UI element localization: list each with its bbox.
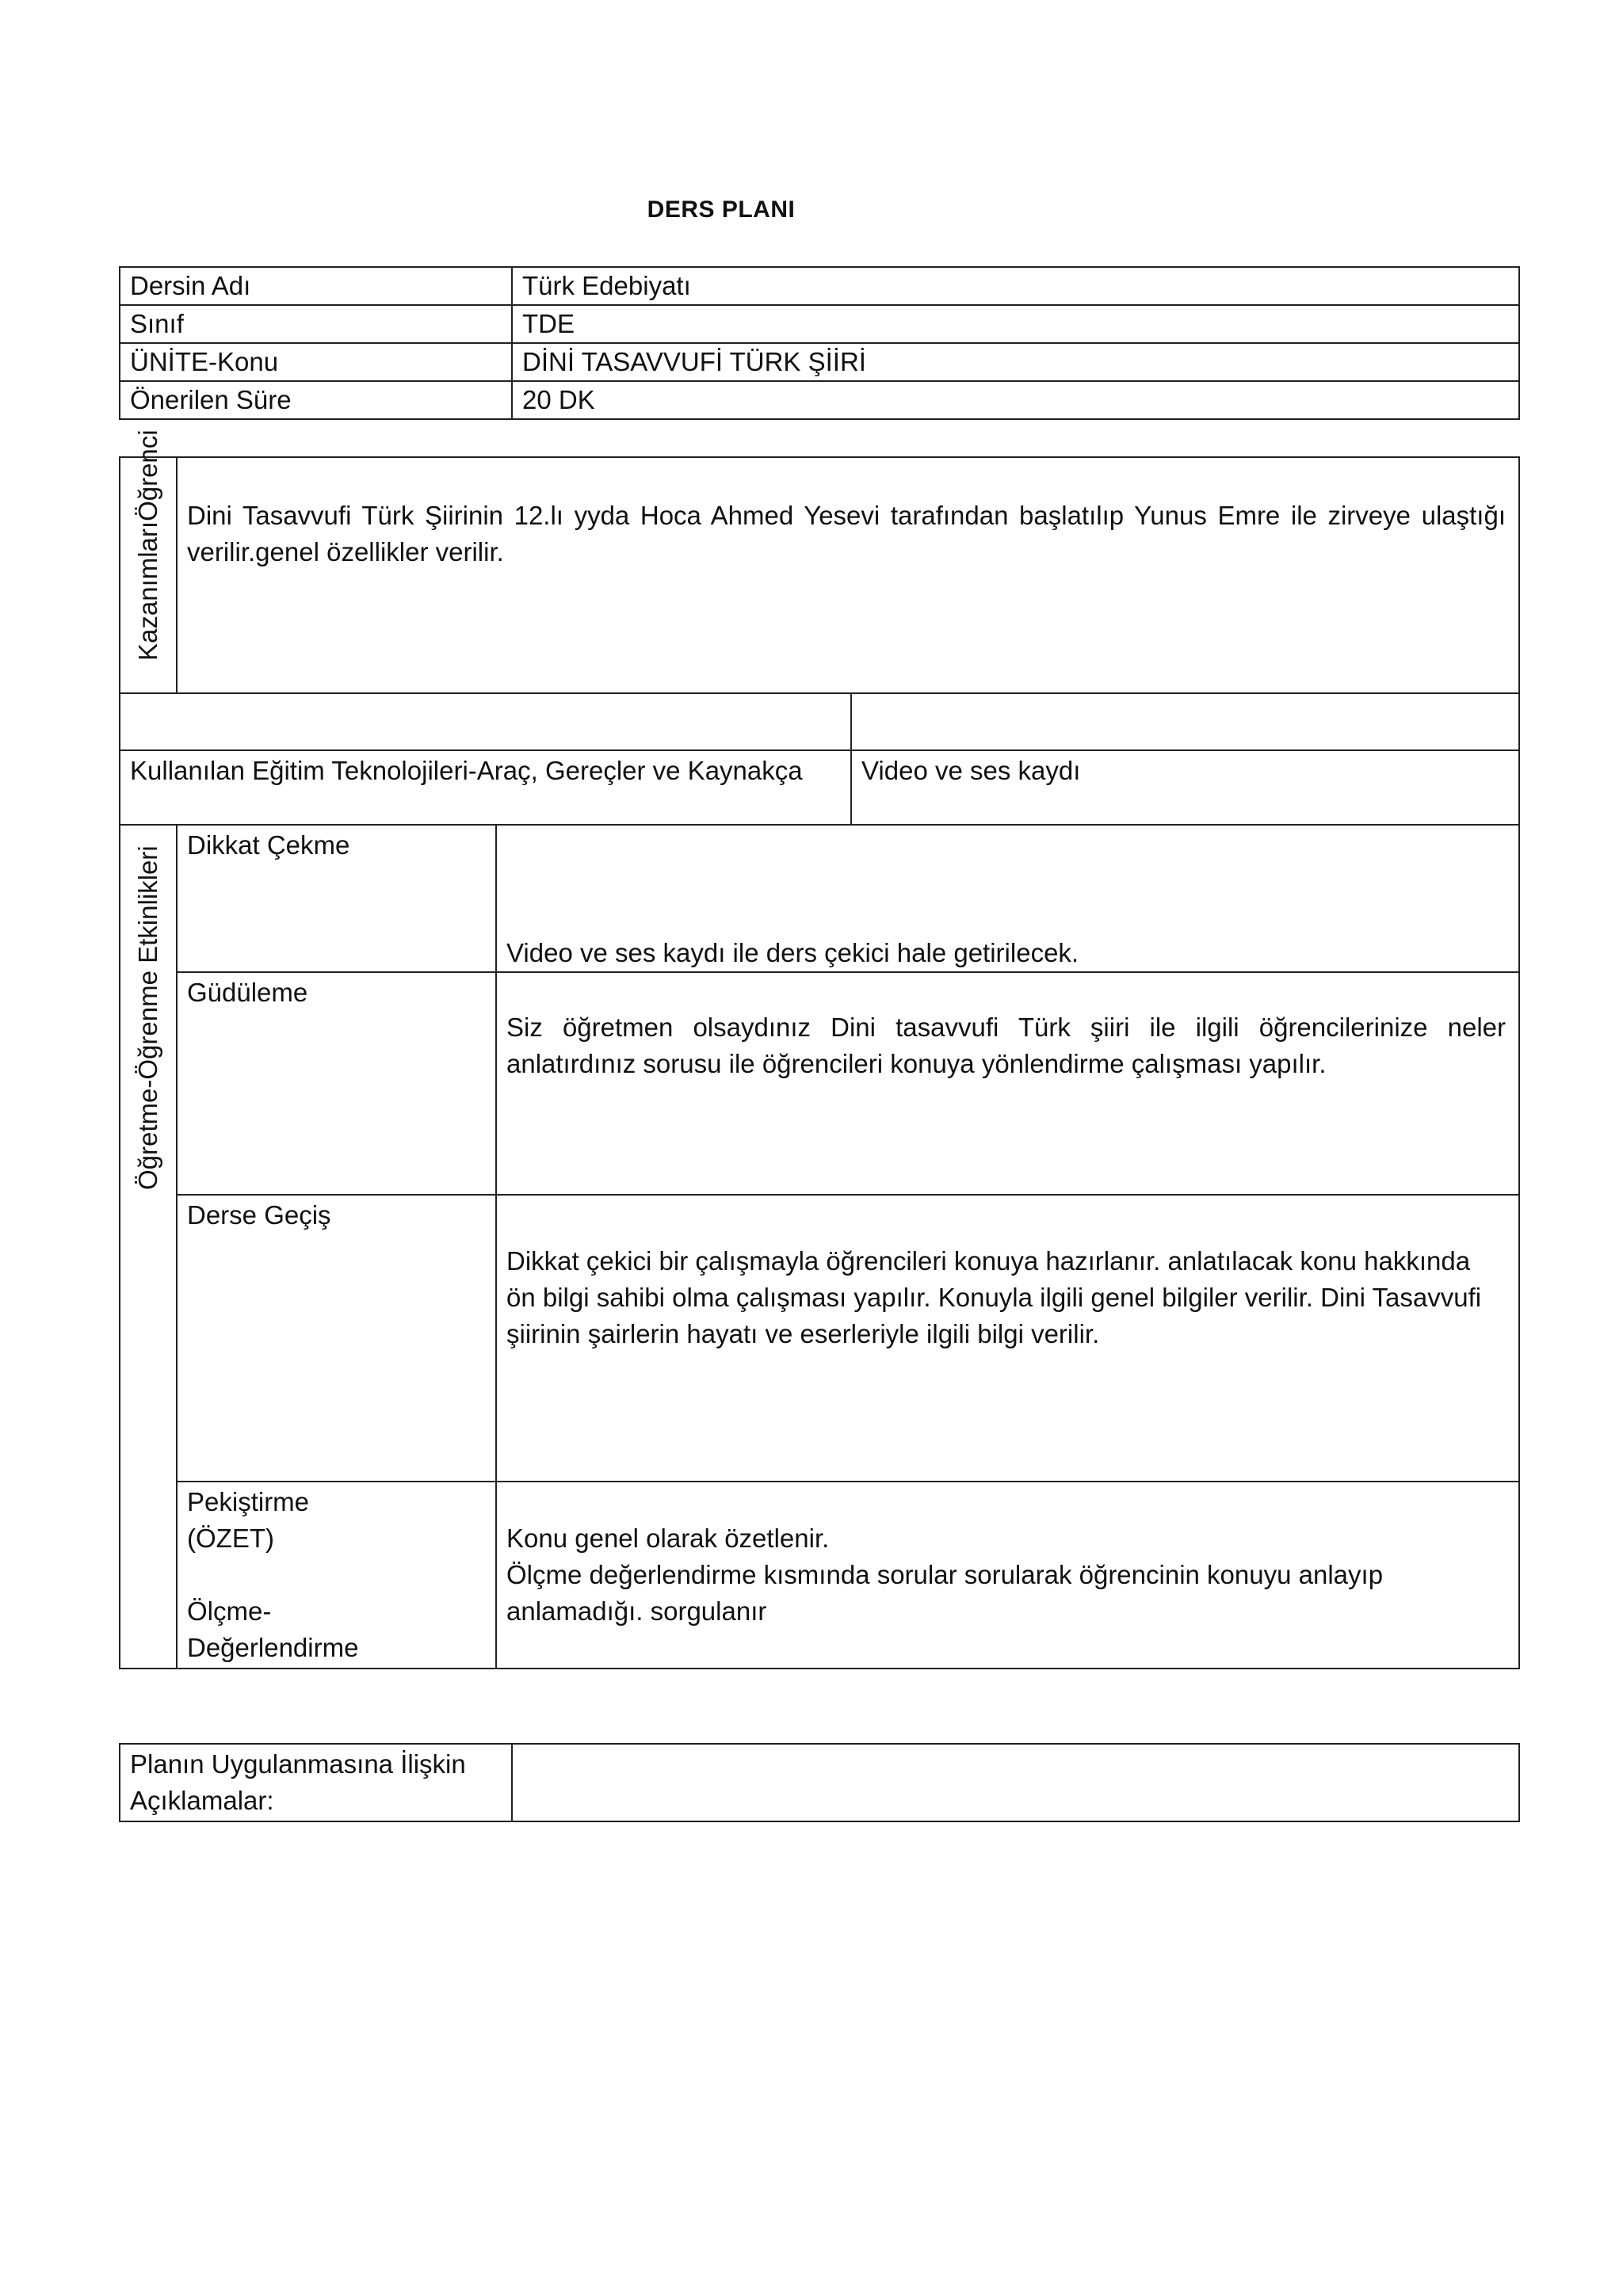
empty-cell	[851, 693, 1519, 750]
gudulme-label: Güdüleme	[177, 972, 496, 1195]
table-row	[120, 305, 1519, 343]
label-cell: Dersin Adı	[120, 267, 512, 305]
value-cell: 20 DK	[512, 381, 1519, 419]
value-cell: Türk Edebiyatı	[512, 267, 1519, 305]
table-row	[120, 267, 1519, 305]
kazanim-side-label: KazanımlarıÖğrenci	[133, 429, 162, 661]
pekistirme-text-cell	[496, 1482, 1519, 1669]
empty-row	[120, 693, 1519, 750]
gudulme-row	[120, 972, 1519, 1195]
dikkat-text: Video ve ses kaydı ile ders çekici hale getirilecek.	[496, 825, 1519, 972]
value-cell: DİNİ TASAVVUFİ TÜRK ŞİİRİ	[512, 343, 1519, 381]
empty-cell	[120, 693, 851, 750]
teknoloji-label: Kullanılan Eğitim Teknolojileri-Araç, Gereçler ve Kaynakça	[120, 750, 851, 825]
kazanim-row	[120, 457, 1519, 693]
pekistirme-text-2: Ölçme değerlendirme kısmında sorular sorularak öğrencinin konuyu anlayıp anlamadığı. sorgulanır	[506, 1560, 1384, 1626]
label-cell: Sınıf	[120, 305, 512, 343]
pekistirme-text-1: Konu genel olarak özetlenir.	[506, 1524, 830, 1553]
pekistirme-label-cell	[177, 1482, 496, 1669]
dikkat-label: Dikkat Çekme	[177, 825, 496, 972]
label-cell: Önerilen Süre	[120, 381, 512, 419]
aciklamalar-label: Planın Uygulanmasına İlişkin Açıklamalar:	[120, 1744, 512, 1821]
table-row	[120, 381, 1519, 419]
pekistirme-label: Pekiştirme	[187, 1487, 310, 1516]
ozet-label: (ÖZET)	[187, 1524, 274, 1553]
dikkat-row	[120, 825, 1519, 972]
page-title: DERS PLANI	[647, 196, 796, 223]
aciklamalar-table	[119, 1743, 1520, 1822]
table-row	[120, 1744, 1519, 1821]
derse-row	[120, 1195, 1519, 1482]
aciklamalar-value	[512, 1744, 1519, 1821]
olcme-label: Ölçme-	[187, 1596, 272, 1626]
teknoloji-value: Video ve ses kaydı	[851, 750, 1519, 825]
lesson-plan-table	[119, 429, 1520, 1669]
table-row	[120, 343, 1519, 381]
teknoloji-row	[120, 750, 1519, 825]
derse-text: Dikkat çekici bir çalışmayla öğrencileri konuya hazırlanır. anlatılacak konu hakkında ön bilgi sahibi olma çalışması yapılır. Konuyla ilgili genel bilgiler verilir. Dini Tasavvufi şiirinin şairlerin hayatı ve eserleriyle ilgili bilgi verilir.	[496, 1195, 1519, 1482]
pekistirme-row	[120, 1482, 1519, 1669]
value-cell: TDE	[512, 305, 1519, 343]
kazanim-side-cell	[120, 429, 177, 693]
course-info-table	[119, 266, 1520, 420]
gudulme-text: Siz öğretmen olsaydınız Dini tasavvufi Türk şiiri ile ilgili öğrencilerinize neler anlatırdınız sorusu ile öğrencileri konuya yönlendirme çalışması yapılır.	[496, 972, 1519, 1195]
label-cell: ÜNİTE-Konu	[120, 343, 512, 381]
derse-label: Derse Geçiş	[177, 1195, 496, 1482]
degerlendirme-label: Değerlendirme	[187, 1633, 359, 1662]
kazanim-text: Dini Tasavvufi Türk Şiirinin 12.lı yyda Hoca Ahmed Yesevi tarafından başlatılıp Yunus Emre ile zirveye ulaştığı verilir.genel özellikler verilir.	[177, 457, 1519, 693]
etkinlik-side-cell	[120, 825, 177, 1669]
etkinlik-side-label: Öğretme-Öğrenme Etkinlikleri	[133, 845, 162, 1190]
